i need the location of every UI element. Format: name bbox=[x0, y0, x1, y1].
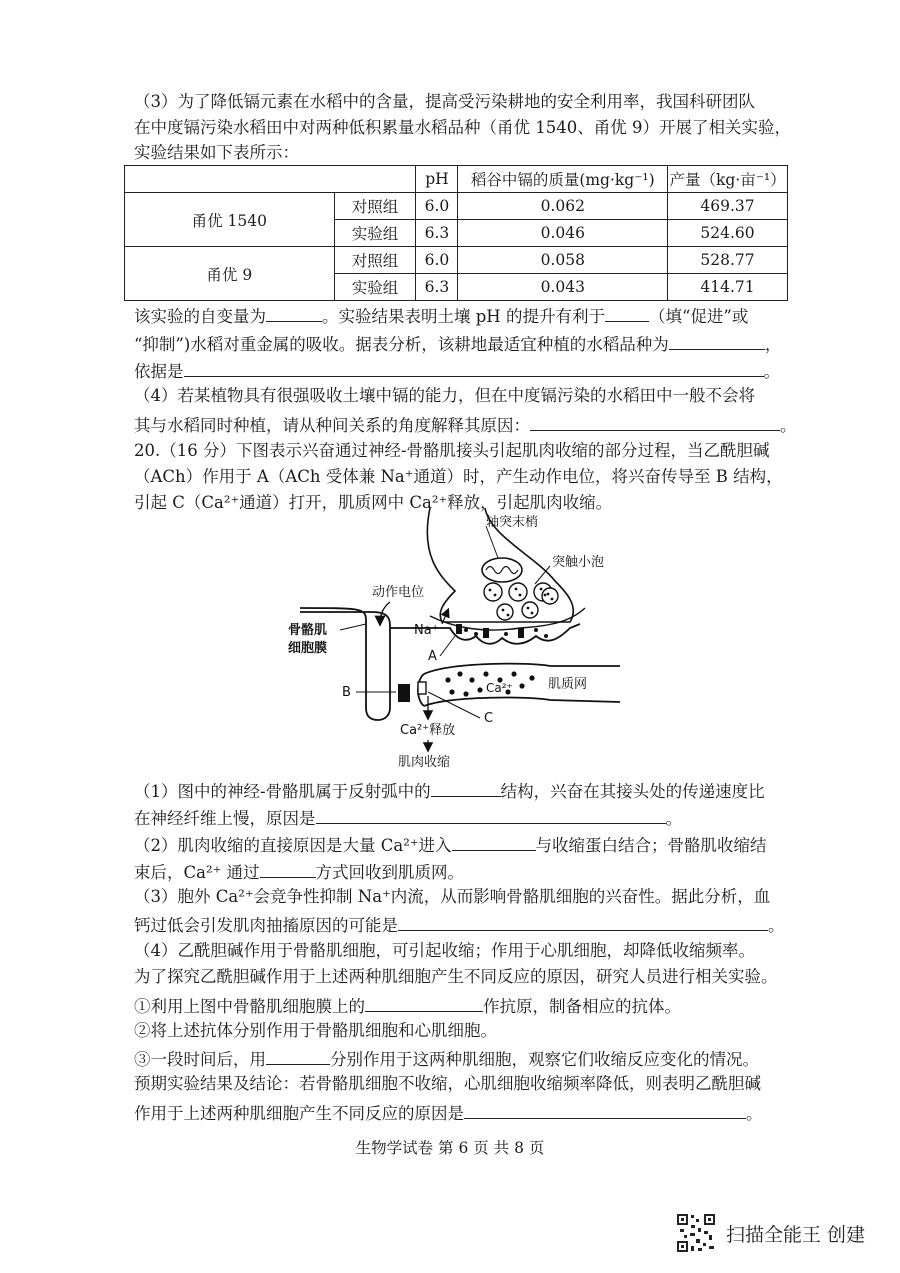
table-row bbox=[125, 247, 788, 274]
q20-s3-line1: （3）胞外 Ca²⁺会竞争性抑制 Na⁺内流，从而影响骨骼肌细胞的兴奋性。据此分析，血 bbox=[134, 887, 771, 906]
answer-blank-reflex-arc-part[interactable] bbox=[431, 778, 501, 797]
q20-text: 与收缩蛋白结合；骨骼肌收缩结 bbox=[535, 836, 767, 855]
ph-cell: 6.0 bbox=[416, 193, 458, 220]
q20-s4-step3 bbox=[134, 1046, 759, 1071]
q3-answer-line3 bbox=[134, 358, 780, 383]
q3-text: 依据是 bbox=[134, 362, 184, 381]
answer-blank-best-variety[interactable] bbox=[669, 331, 765, 350]
ph-cell: 6.0 bbox=[416, 247, 458, 274]
yield-cell: 469.37 bbox=[668, 193, 788, 220]
results-table bbox=[124, 165, 788, 301]
yield-cell: 524.60 bbox=[668, 220, 788, 247]
variety-cell: 甬优 9 bbox=[125, 247, 335, 301]
q20-s2-line2 bbox=[134, 859, 464, 884]
answer-blank-interspecific[interactable] bbox=[530, 412, 780, 431]
answer-blank-antigen[interactable] bbox=[365, 993, 483, 1012]
q20-text: 结构，兴奋在其接头处的传递速度比 bbox=[500, 782, 765, 801]
q20-text: 。 bbox=[665, 809, 682, 828]
group-cell: 实验组 bbox=[334, 220, 416, 247]
cadmium-cell: 0.043 bbox=[458, 274, 668, 301]
q20-s4-line2: 为了探究乙酰胆碱作用于上述两种肌细胞产生不同反应的原因，研究人员进行相关实验。 bbox=[134, 967, 778, 986]
synaptic-vesicles bbox=[484, 583, 558, 620]
label-a: A bbox=[428, 649, 437, 664]
label-c: C bbox=[484, 711, 494, 726]
ph-cell: 6.3 bbox=[416, 274, 458, 301]
q20-text: ①利用上图中骨骼肌细胞膜上的 bbox=[134, 997, 365, 1016]
calcium-release-label: Ca²⁺释放 bbox=[400, 723, 456, 738]
q20-text: 在神经纤维上慢，原因是 bbox=[134, 809, 316, 828]
scanner-watermark bbox=[676, 1213, 865, 1253]
q20-text: 。 bbox=[768, 916, 785, 935]
q20-text: 方式回收到肌质网。 bbox=[315, 863, 465, 882]
header-cadmium: 稻谷中镉的质量(mg·kg⁻¹) bbox=[458, 166, 668, 193]
q20-s4-step2: ②将上述抗体分别作用于骨骼肌细胞和心肌细胞。 bbox=[134, 1021, 497, 1040]
q20-s1-line2 bbox=[134, 805, 682, 830]
cadmium-cell: 0.058 bbox=[458, 247, 668, 274]
answer-blank-promote-inhibit[interactable] bbox=[605, 303, 649, 322]
answer-blank-calcium-destination[interactable] bbox=[452, 832, 536, 851]
q20-line1: 20.（16 分）下图表示兴奋通过神经-骨骼肌接头引起肌肉收缩的部分过程，当乙酰胆碱 bbox=[134, 441, 770, 460]
answer-blank-basis[interactable] bbox=[184, 358, 764, 377]
answer-blank-independent-variable[interactable] bbox=[266, 303, 322, 322]
header-yield: 产量（kg·亩⁻¹） bbox=[668, 166, 788, 193]
q3-text: 该实验的自变量为 bbox=[134, 307, 266, 326]
answer-blank-slow-reason[interactable] bbox=[316, 805, 666, 824]
q4-text: 其与水稻同时种植，请从种间关系的角度解释其原因： bbox=[134, 416, 530, 435]
q3-line2: 在中度镉污染水稻田中对两种低积累量水稻品种（甬优 1540、甬优 9）开展了相关实验， bbox=[134, 118, 791, 137]
q3-text: 。实验结果表明土壤 pH 的提升有利于 bbox=[322, 307, 605, 326]
cadmium-cell: 0.062 bbox=[458, 193, 668, 220]
q20-text: 。 bbox=[746, 1104, 763, 1123]
q20-s4-line1: （4）乙酰胆碱作用于骨骼肌细胞，可引起收缩；作用于心肌细胞，却降低收缩频率。 bbox=[134, 941, 755, 960]
q3-line3: 实验结果如下表所示： bbox=[134, 143, 299, 162]
table-row bbox=[125, 193, 788, 220]
q3-text: “抑制”)水稻对重金属的吸收。据表分析，该耕地最适宜种植的水稻品种为 bbox=[134, 335, 669, 354]
q20-s4-conclusion-line2 bbox=[134, 1100, 763, 1125]
membrane-label-line2: 细胞膜 bbox=[288, 641, 328, 656]
q20-s3-line2 bbox=[134, 912, 785, 937]
q20-text: （1）图中的神经-骨骼肌属于反射弧中的 bbox=[134, 782, 431, 801]
q20-text: ③一段时间后，用 bbox=[134, 1050, 266, 1069]
cadmium-cell: 0.046 bbox=[458, 220, 668, 247]
membrane-label-line1: 骨骼肌 bbox=[288, 623, 328, 638]
neuromuscular-junction-diagram bbox=[280, 496, 620, 776]
label-b: B bbox=[342, 685, 351, 700]
synaptic-vesicle-label: 突触小泡 bbox=[552, 555, 605, 570]
q20-text: 束后，Ca²⁺ 通过 bbox=[134, 863, 260, 882]
calcium-label: Ca²⁺ bbox=[486, 681, 513, 695]
yield-cell: 414.71 bbox=[668, 274, 788, 301]
q3-text: （填“促进”或 bbox=[648, 307, 749, 326]
table-header-row bbox=[125, 166, 788, 193]
q3-answer-line2 bbox=[134, 331, 781, 356]
q3-text: ， bbox=[764, 335, 782, 354]
muscle-contraction-label: 肌肉收缩 bbox=[398, 755, 451, 770]
answer-blank-spasm-cause[interactable] bbox=[398, 912, 768, 931]
q20-text: 钙过低会引发肌肉抽搐原因的可能是 bbox=[134, 916, 398, 935]
q20-text: 作用于上述两种肌细胞产生不同反应的原因是 bbox=[134, 1104, 464, 1123]
answer-blank-reagent[interactable] bbox=[266, 1046, 330, 1065]
q20-line2: （ACh）作用于 A（ACh 受体兼 Na⁺通道）时，产生动作电位，将兴奋传导至 B 结构， bbox=[134, 467, 783, 486]
q20-text: 作抗原，制备相应的抗体。 bbox=[483, 997, 681, 1016]
table-corner-cell bbox=[125, 166, 416, 193]
q20-text: 分别作用于这两种肌细胞，观察它们收缩反应变化的情况。 bbox=[330, 1050, 759, 1069]
structure-b bbox=[398, 684, 410, 702]
group-cell: 对照组 bbox=[334, 247, 416, 274]
q20-s1-line1 bbox=[134, 778, 765, 803]
header-ph: pH bbox=[416, 166, 458, 193]
q20-s2-line1 bbox=[134, 832, 767, 857]
group-cell: 实验组 bbox=[334, 274, 416, 301]
channel-c bbox=[418, 682, 426, 694]
watermark-text: 扫描全能王 创建 bbox=[726, 1223, 866, 1246]
ph-cell: 6.3 bbox=[416, 220, 458, 247]
q3-line1: （3）为了降低镉元素在水稻中的含量，提高受污染耕地的安全利用率，我国科研团队 bbox=[134, 92, 755, 111]
q20-text: （2）肌肉收缩的直接原因是大量 Ca²⁺进入 bbox=[134, 836, 452, 855]
page-footer: 生物学试卷 第 6 页 共 8 页 bbox=[355, 1139, 545, 1157]
na-ion-label: Na⁺ bbox=[414, 623, 439, 638]
answer-blank-different-reason[interactable] bbox=[464, 1100, 746, 1119]
q20-s4-conclusion-line1: 预期实验结果及结论：若骨骼肌细胞不收缩，心肌细胞收缩频率降低，则表明乙酰胆碱 bbox=[134, 1074, 761, 1093]
q4-line1: （4）若某植物具有很强吸收土壤中镉的能力，但在中度镉污染的水稻田中一般不会将 bbox=[134, 386, 755, 405]
qr-code-icon bbox=[676, 1213, 716, 1253]
answer-blank-transport-mode[interactable] bbox=[260, 859, 316, 878]
yield-cell: 528.77 bbox=[668, 247, 788, 274]
group-cell: 对照组 bbox=[334, 193, 416, 220]
variety-cell: 甬优 1540 bbox=[125, 193, 335, 247]
q3-answer-line1 bbox=[134, 303, 748, 328]
q3-text: 。 bbox=[763, 362, 780, 381]
axon-terminal-label: 轴突末梢 bbox=[486, 515, 539, 530]
q20-s4-step1 bbox=[134, 993, 681, 1018]
sarcoplasmic-reticulum-label: 肌质网 bbox=[548, 677, 588, 692]
action-potential-label: 动作电位 bbox=[372, 585, 425, 600]
q4-line2 bbox=[134, 412, 797, 437]
q20-line3: 引起 C（Ca²⁺通道）打开，肌质网中 Ca²⁺释放，引起肌肉收缩。 bbox=[134, 493, 613, 512]
q4-text: 。 bbox=[780, 416, 797, 435]
